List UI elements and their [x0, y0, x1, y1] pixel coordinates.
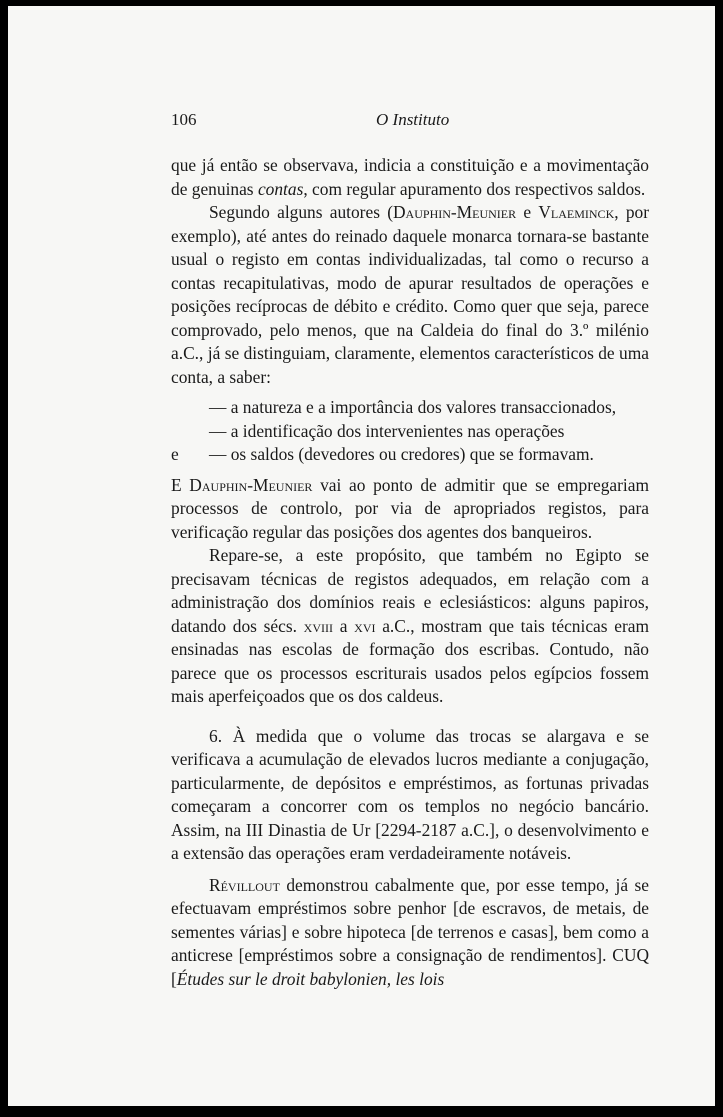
account-elements-list	[171, 396, 649, 467]
paragraph-6	[171, 874, 649, 992]
paragraph-text: E	[171, 474, 190, 495]
author-name: Dauphin-Meunier	[189, 474, 313, 495]
paragraph-text: que já então se observava, indicia a constituição e a movimentação de genuinas	[171, 155, 649, 199]
list-item-text: — a identificação dos intervenientes nas operações	[209, 420, 565, 441]
list-item	[171, 443, 649, 467]
running-title: O Instituto	[376, 110, 450, 129]
page-number: 106	[171, 110, 197, 129]
paragraph-1	[171, 154, 649, 201]
paragraph-gap	[171, 866, 649, 874]
paragraph-3	[171, 474, 649, 545]
body-text	[171, 154, 649, 991]
paragraph-text: , por exemplo), até antes do reinado daquele monarca tornara-se bastante usual o registo em contas individualizadas, tal como o recurso a contas recapitulativas, modo de apurar resultados de operações e posições recíprocas de débito e crédito. Como quer que seja, parece comprovado, pelo menos, que na Caldeia do final do 3.º milénio a.C., já se distinguiam, claramente, elementos característicos de uma conta, a saber:	[171, 202, 649, 387]
roman-century: xvi	[354, 615, 376, 636]
list-item-text: — os saldos (devedores ou credores) que se formavam.	[209, 444, 594, 464]
list-item	[171, 396, 649, 420]
paragraph-2	[171, 201, 649, 389]
list-item	[171, 420, 649, 444]
paragraph-text: 6. À medida que o volume das trocas se alargava e se verificava a acumulação de elevados lucros mediante a conjugação, particularmente, de depósitos e empréstimos, as fortunas privadas começaram a concorrer com os templos no negócio bancário. Assim, na III Dinastia de Ur [2294-2187 a.C.], o desenvolvimento e a extensão das operações eram verdadeiramente notáveis.	[171, 725, 649, 863]
paragraph-text: e	[516, 202, 539, 222]
list-item-text: — a natureza e a importância dos valores transaccionados,	[209, 397, 617, 417]
paragraph-text: vai ao ponto de admitir que se empregariam processos de controlo, por via de apropriados registos, para verificação regular das posições dos agentes dos banqueiros.	[171, 474, 649, 542]
author-name: Vlaeminck	[538, 202, 615, 222]
paragraph-4	[171, 544, 649, 709]
author-name: Dauphin-Meunier	[393, 202, 517, 222]
paragraph-text: a.C., mostram que tais técnicas eram ensinadas nas escolas de formação dos escribas. Contudo, não parece que os processos escriturais usados pelos egípcios fossem mais aperfeiçoados que os dos caldeus.	[171, 615, 649, 706]
paragraph-text: Repare-se, a este propósito, que também no Egipto se precisavam técnicas de registos adequados, em relação com a administração dos domínios reais e eclesiásticos: alguns papiros, datando dos sécs.	[171, 545, 649, 636]
paragraph-text: a	[333, 615, 355, 636]
emphasis-text: contas	[257, 178, 304, 199]
paragraph-text: , com regular apuramento dos respectivos saldos.	[303, 178, 646, 199]
section-gap	[171, 709, 649, 725]
author-name: Révillout	[209, 874, 280, 895]
list-prefix: e	[171, 444, 179, 464]
paragraph-text: Segundo alguns autores (	[209, 202, 393, 222]
paragraph-text: demonstrou cabalmente que, por esse tempo, já se efectuavam empréstimos sobre penhor [de escravos, de metais, de sementes várias] e sobre hipoteca [de terrenos e casas], bem como a anticrese [empréstimos sobre a consignação de rendimentos]. CUQ [	[171, 874, 649, 989]
paragraph-5	[171, 725, 649, 866]
roman-century: xviii	[303, 615, 333, 636]
cited-title: Études sur le droit babylonien, les lois	[176, 968, 445, 989]
book-page	[8, 6, 715, 1106]
page-header	[171, 110, 651, 134]
